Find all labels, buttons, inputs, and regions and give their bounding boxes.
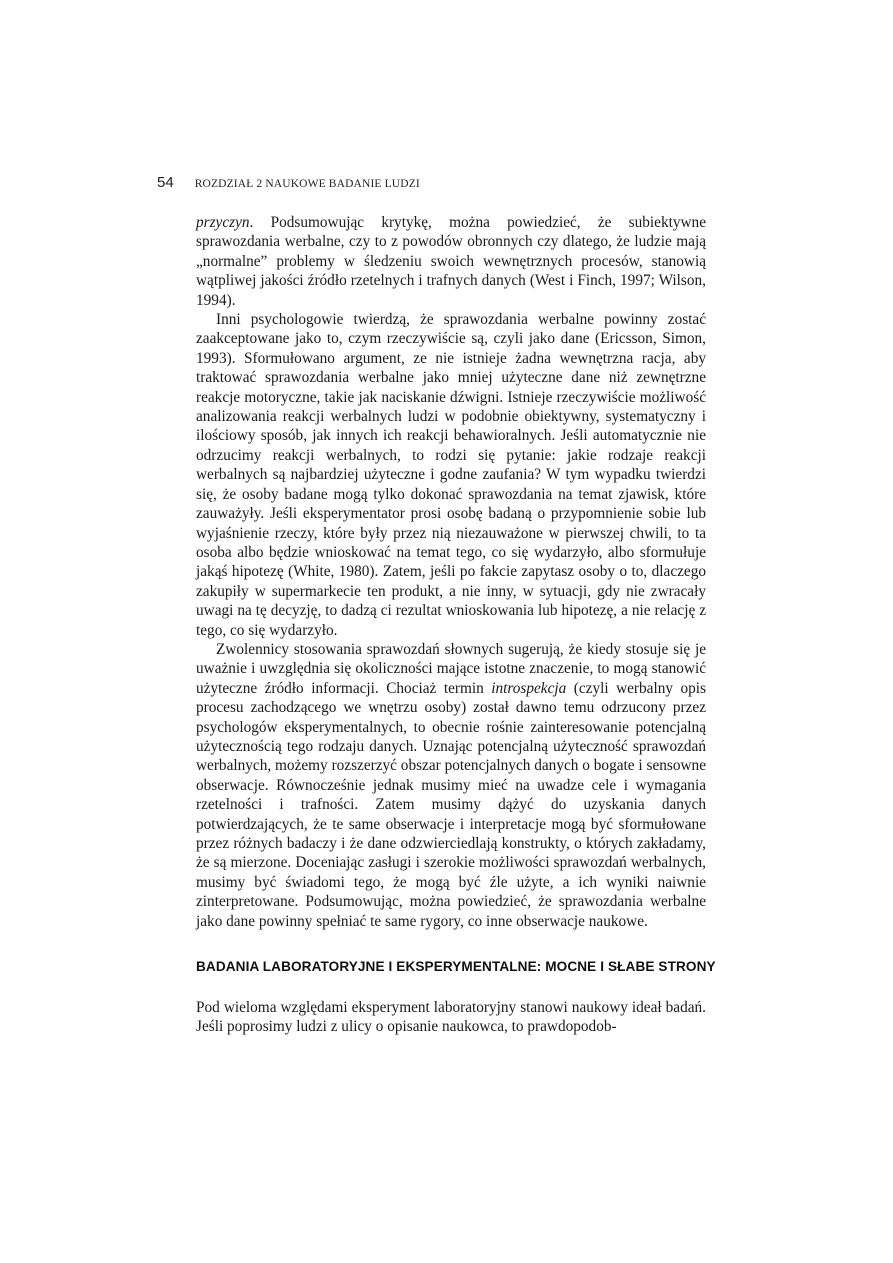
paragraph-2: Inni psychologowie twierdzą, że sprawozdania werbalne powinny zostać zaakceptowane jako to, czym rzeczywiście są, czyli jako dane (Ericsson, Simon, 1993). Sformułowano argument, ze nie istnieje żadna wewnętrzna racja, aby traktować sprawozdania werbalne jako mniej użyteczne dane niż zewnętrzne reakcje motoryczne, takie jak naciskanie dźwigni. Istnieje rzeczywiście możliwość analizowania reakcji werbalnych ludzi w podobnie obiektywny, systematyczny i ilościowy sposób, jak innych ich reakcji behawioralnych. Jeśli automatycznie nie odrzucimy reakcji werbalnych, to rodzi się pytanie: jakie rodzaje reakcji werbalnych są najbardziej użyteczne i godne zaufania? W tym wypadku twierdzi się, że osoby badane mogą tylko dokonać sprawozdania na temat zjawisk, które zauważyły. Jeśli eksperymentator prosi osobę badaną o przypomnienie sobie lub wyjaśnienie rzeczy, które były przez nią niezauważone w pierwszej chwili, to ta osoba albo będzie wnioskować na temat tego, co się wydarzyło, albo sformułuje jakąś hipotezę (White, 1980). Zatem, jeśli po fakcie zapytasz osoby o to, dlaczego zakupiły w supermarkecie ten produkt, a nie inny, w sytuacji, gdy nie zwracały uwagi na tę decyzję, to dadzą ci rezultat wnioskowania lub hipotezę, a nie relację z tego, co się wydarzyło. <box>196 311 706 639</box>
paragraph-1-text: . Podsumowując krytykę, można powiedzieć, że subiektywne sprawozdania werbalne, czy to z powodów obronnych czy dlatego, że ludzie mają „normalne” problemy w śledzeniu swoich wewnętrznych procesów, stanowią wątpliwej jakości źródło rzetelnych i trafnych danych (West i Finch, 1997; Wilson, 1994). <box>196 214 706 309</box>
section-paragraph: Pod wieloma względami eksperyment laboratoryjny stanowi naukowy ideał badań. Jeśli poprosimy ludzi z ulicy o opisanie naukowca, to prawdopodob- <box>196 999 706 1036</box>
page-header <box>157 174 717 196</box>
paragraph-3-text-after: (czyli werbalny opis procesu zachodzącego we wnętrzu osoby) został dawno temu odrzucony przez psychologów eksperymentalnych, to obecnie rośnie zainteresowanie potencjalną użytecznością tego rodzaju danych. Uznając potencjalną użyteczność sprawozdań werbalnych, możemy rozszerzyć obszar potencjalnych danych o bogate i sensowne obserwacje. Równocześnie jednak musimy mieć na uwadze cele i wymagania rzetelności i trafności. Zatem musimy dążyć do uzyskania danych potwierdzających, że te same obserwacje i interpretacje mogą być sformułowane przez różnych badaczy i że dane odzwierciedlają konstrukty, o których zakładamy, że są mierzone. Doceniając zasługi i szerokie możliwości sprawozdań werbalnych, musimy być świadomi tego, że mogą być źle użyte, a ich wyniki naiwnie zinterpretowane. Podsumowując, można powiedzieć, że sprawozdania werbalne jako dane powinny spełniać te same rygory, co inne obserwacje naukowe. <box>196 679 706 930</box>
paragraph-1 <box>196 213 706 310</box>
page-body <box>196 213 716 1037</box>
running-head: ROZDZIAŁ 2 NAUKOWE BADANIE LUDZI <box>194 178 420 190</box>
paragraph-3 <box>196 640 706 931</box>
page-number: 54 <box>157 174 174 191</box>
paragraph-3-italic-term: introspekcja <box>491 679 567 697</box>
paragraph-3-text-before: Zwolennicy stosowania sprawozdań słownych sugerują, że kiedy stosuje się je uważnie i uwzględnia się okoliczności mające istotne znaczenie, to mogą stanowić użyteczne źródło informacji. Chociaż termin <box>196 640 706 697</box>
section-heading: BADANIA LABORATORYJNE I EKSPERYMENTALNE: MOCNE I SŁABE STRONY <box>196 959 716 975</box>
paragraph-1-lead-italic: przyczyn <box>196 214 250 231</box>
